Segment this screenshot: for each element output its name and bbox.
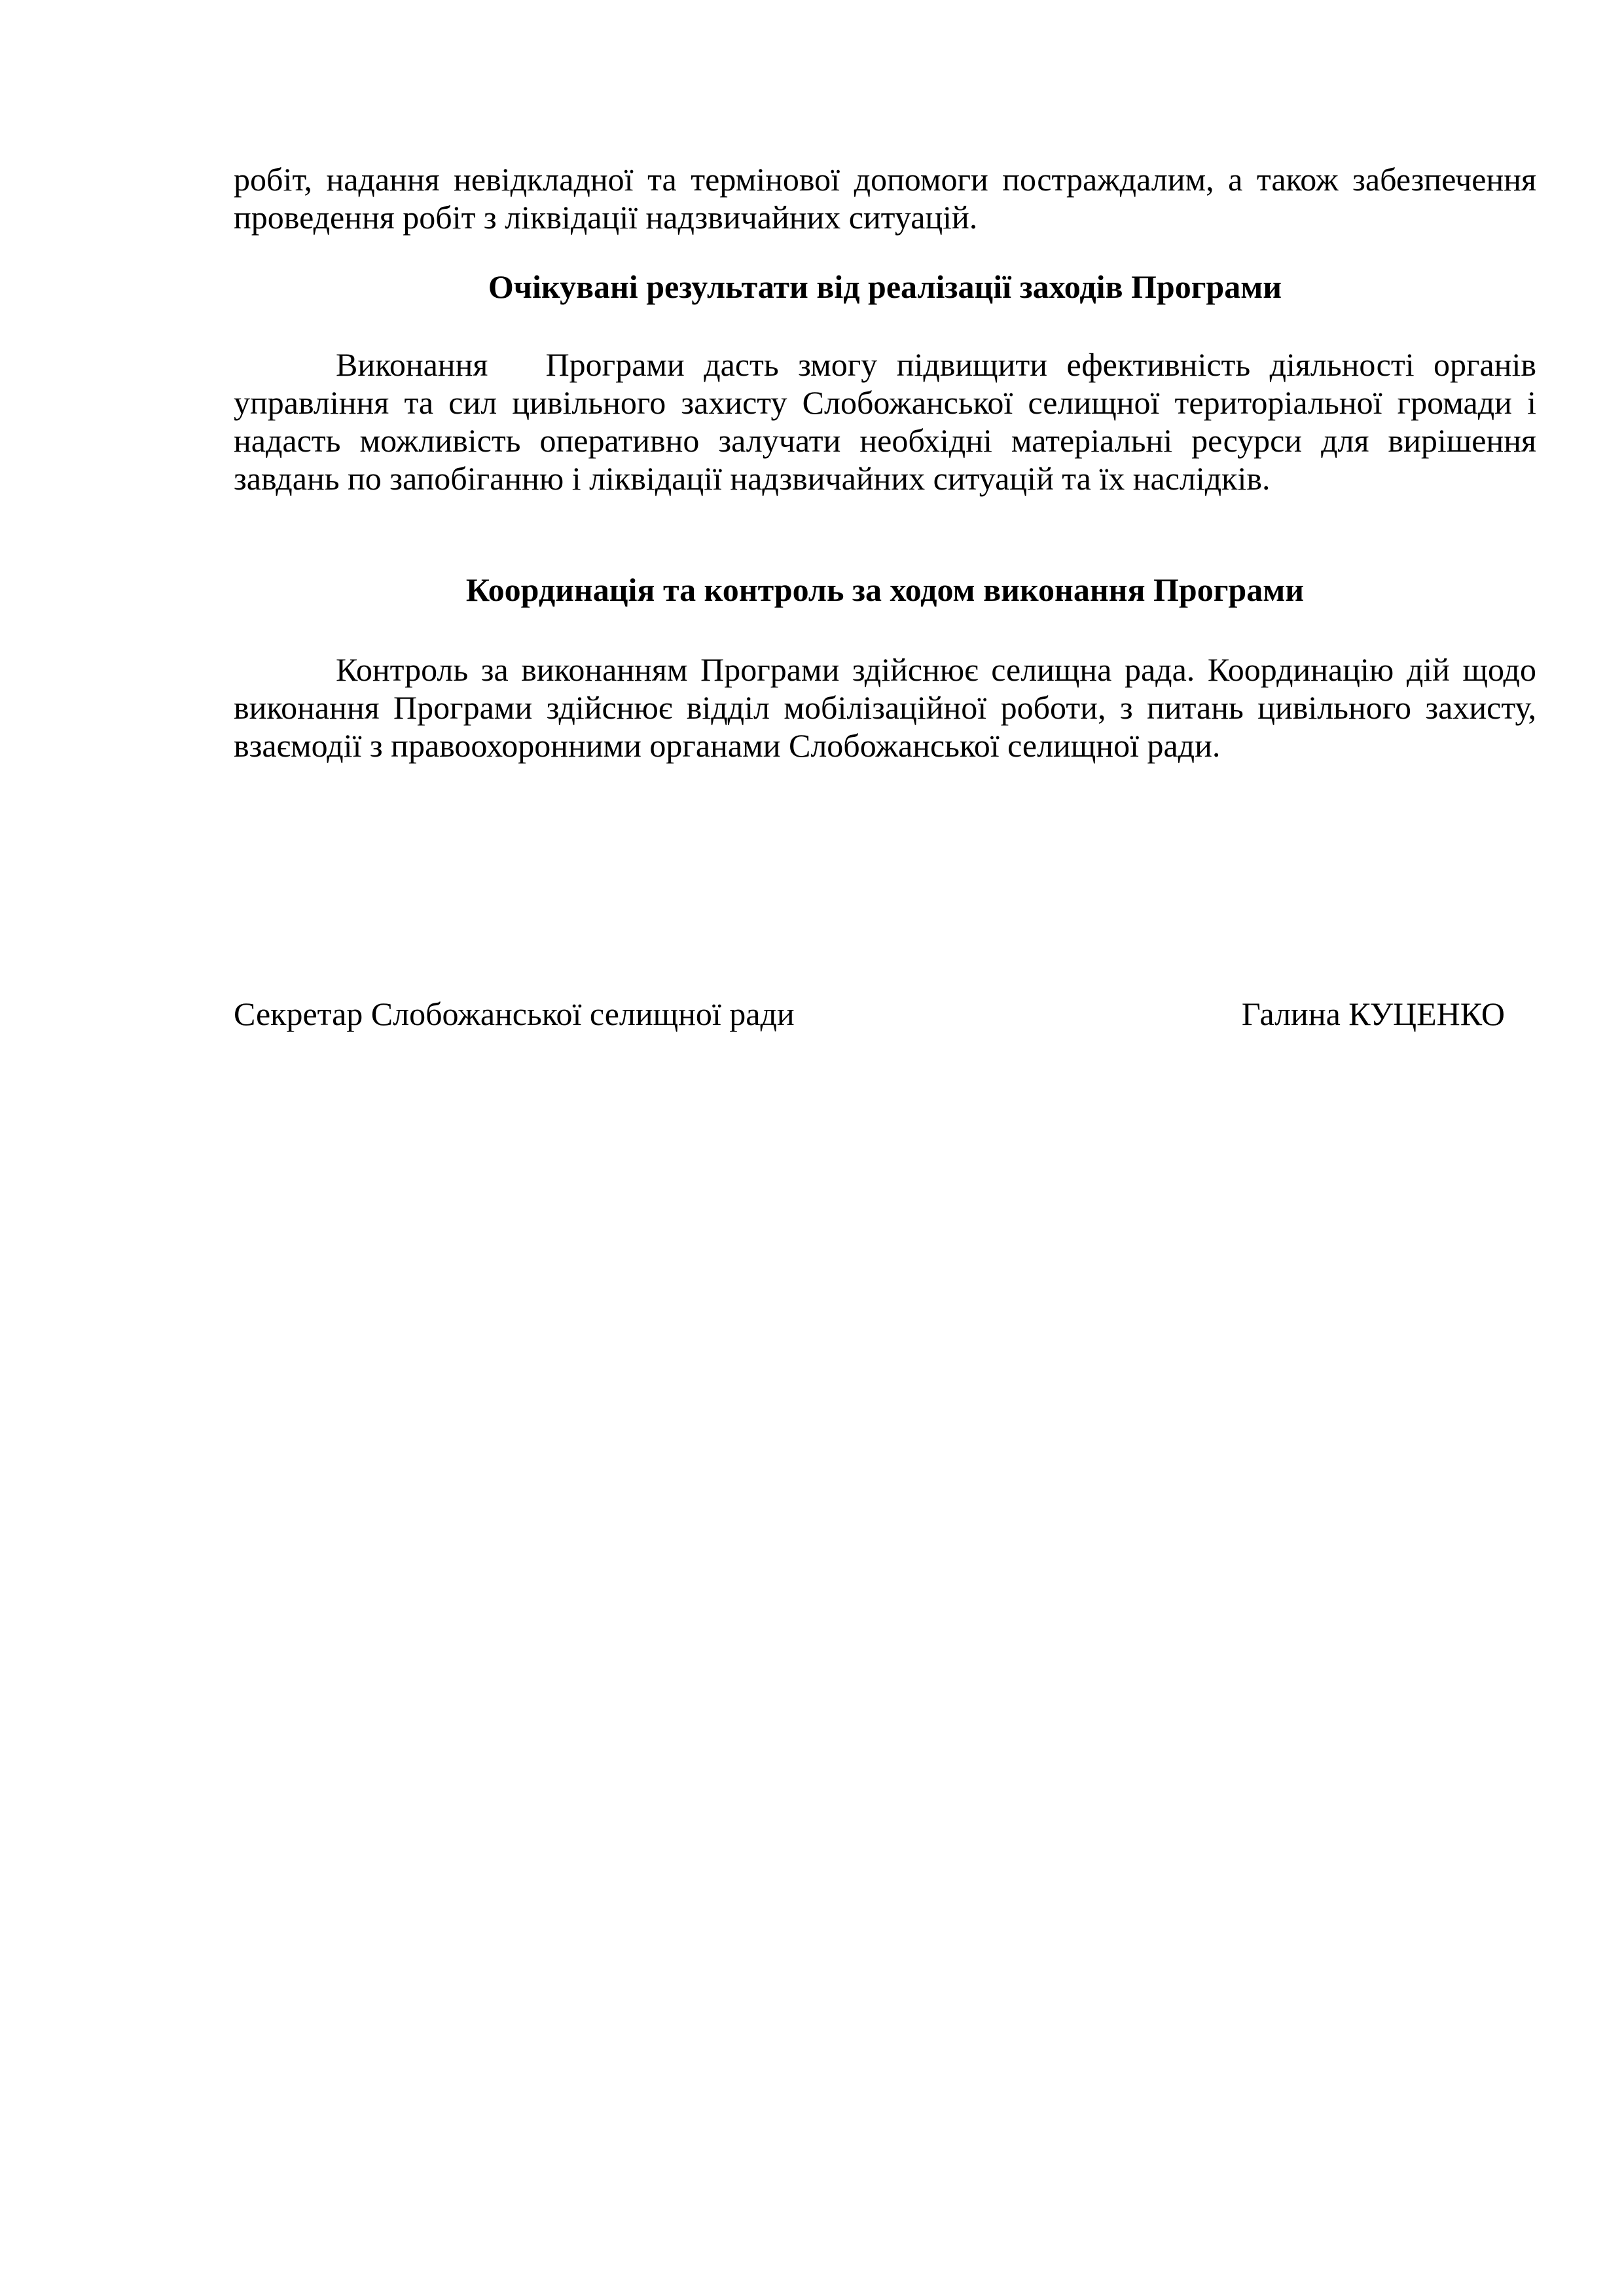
coordination-control-paragraph	[234, 651, 1536, 764]
coordination-control-heading: Координація та контроль за ходом виконання Програми	[465, 571, 1305, 608]
intro-continuation-paragraph	[234, 160, 1536, 236]
signature-name: Галина КУЦЕНКО	[1241, 996, 1505, 1032]
text-line: управління та сил цивільного захисту Слобожанської селищної територіальної громади і	[234, 384, 1536, 421]
text-line: надасть можливість оперативно залучати необхідні матеріальні ресурси для вирішення	[234, 422, 1536, 459]
text-line: проведення робіт з ліквідації надзвичайних ситуацій.	[234, 199, 978, 236]
signature-row	[234, 995, 1536, 1033]
text-line: виконання Програми здійснює відділ мобілізаційної роботи, з питань цивільного захисту,	[234, 689, 1536, 726]
signature-title: Секретар Слобожанської селищної ради	[234, 996, 795, 1032]
text-line: робіт, надання невідкладної та термінової допомоги постраждалим, а також забезпечення	[234, 161, 1536, 198]
expected-results-paragraph	[234, 346, 1536, 497]
text-line: взаємодії з правоохоронними органами Слобожанської селищної ради.	[234, 727, 1221, 764]
expected-results-heading: Очікувані результати від реалізації заходів Програми	[488, 268, 1282, 305]
text-line: Контроль за виконанням Програми здійснює селищна рада. Координацію дій щодо	[336, 651, 1536, 688]
text-line: завдань по запобіганню і ліквідації надзвичайних ситуацій та їх наслідків.	[234, 460, 1271, 497]
text-line: Виконання Програми дасть змогу підвищити ефективність діяльності органів	[336, 346, 1536, 383]
